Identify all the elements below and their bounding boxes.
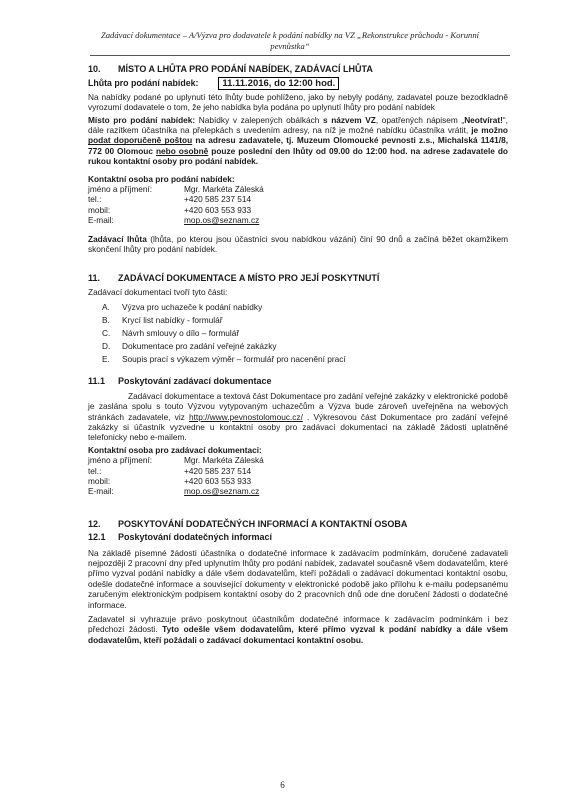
section-11-heading [88, 273, 508, 283]
list-text: Návrh smlouvy o dílo – formulář [122, 327, 240, 338]
section-number: 11. [88, 272, 101, 283]
documentation-intro: Zadávací dokumentaci tvoří tyto části: [88, 286, 228, 297]
section-10-heading [88, 64, 508, 74]
contact-email: mop.os@seznam.cz [184, 486, 260, 497]
documentation-list [102, 301, 508, 365]
place-text-c: , opatřených nápisem „ [375, 114, 465, 125]
place-text-g: podat doporučeně poštou [88, 135, 193, 146]
deadline-row [88, 78, 508, 89]
contact-key: E-mail: [88, 486, 114, 497]
list-item [102, 327, 508, 340]
contact-table [88, 184, 508, 226]
header-rule [90, 55, 510, 56]
list-marker: E. [102, 353, 110, 364]
website-link[interactable]: http://www.pevnostolomouc.cz/ [188, 411, 303, 422]
running-header [60, 30, 520, 52]
contact-value: +420 603 553 933 [184, 475, 252, 486]
list-marker: D. [102, 340, 111, 351]
bid-validity-text: (lhůta, po kterou jsou účastníci svou nabídkou vázáni) činí 90 dnů a začíná běžet okamžikem skončení lhůty pro podání nabídek. [88, 233, 508, 255]
place-text-b: s názvem VZ [323, 114, 376, 125]
contact-key: jméno a příjmení: [88, 184, 153, 195]
section-number: 12. [88, 518, 101, 529]
deadline-value: 11.11.2016, do 12:00 hod. [218, 77, 339, 90]
section-12-heading [88, 519, 508, 529]
place-text-j: pouze poslední den lhůty od 09.00 do 12:00 hod. na adrese zadavatele do rukou kontaktní osoby pro podání nabídek. [88, 145, 509, 167]
contact-value: +420 585 237 514 [184, 465, 252, 476]
subsection-title: Poskytování dodatečných informací [118, 532, 273, 543]
list-text: Dokumentace pro zadání veřejné zakázky [122, 340, 277, 351]
subsection-12-1-heading [88, 532, 508, 542]
document-body [88, 64, 508, 645]
deadline-label: Lhůta pro podání nabídek: [88, 78, 199, 89]
list-text: Výzva pro uchazeče k podání nabídky [122, 302, 263, 313]
provision-paragraph [88, 391, 508, 443]
contact-key: mobil: [88, 475, 111, 486]
contact-table [88, 455, 508, 497]
reservation-text: Zadavatel si vyhrazuje právo poskytnout účastníkům dodatečné informace k zadávacím podmínkám i bez předchozí žádosti. [88, 614, 508, 635]
subsection-number: 11.1 [88, 376, 106, 387]
place-text-a: Nabídky v zalepených obálkách [198, 114, 320, 125]
place-text-d: Neotvírat! [464, 114, 503, 125]
subsection-11-1-heading [88, 376, 508, 386]
place-text-f: je možno [471, 125, 508, 136]
header-line-1: Zadávací dokumentace – A/Výzva pro dodavatele k podání nabídky na VZ „Rekonstrukce průchodu - Korunní [100, 30, 480, 40]
contact-key: mobil: [88, 204, 111, 215]
late-submission-text: Na nabídky podané po uplynutí této lhůty bude pohlíženo, jako by nebyly podány, zadavatel pouze bezodkladně vyrozumí dodavatele o tom, že jeho nabídka byla podána po uplynutí lhůty pro podání nabídek [88, 91, 508, 113]
list-marker: C. [102, 327, 111, 338]
place-label: Místo pro podání nabídek: [88, 114, 196, 125]
additional-info-paragraph: Na základě písemné žádosti účastníka o dodatečné informace k zadávacím podmínkám, doručené zadavateli nejpozději 2 pracovní dny před uplynutím lhůty pro podání nabídek, zadavatel současně všem dodavatelům, které přímo vyzval podání nabídky a dále všem dodavatelům, kteří požádali o zadávací dokumentaci kontaktní osobu, odešle dodatečné informace a související dokumenty v elektronické podobě jako přílohu k e-mailu podepsanému zaručeným elektronickým podpisem kontaktní osoby do 2 pracovních dnů ode dne doručení žádosti o dodatečné informace. [88, 547, 508, 610]
subsection-title: Poskytování zadávací dokumentace [118, 376, 272, 387]
contact-key: jméno a příjmení: [88, 455, 153, 466]
list-item [102, 353, 508, 366]
reservation-text-bold: Tyto odešle všem dodavatelům, které přímo vyzval k podání nabídky a dále všem dodavatelům, kteří požádali o zadávací dokumentaci kontaktní osobu. [88, 624, 509, 645]
list-marker: B. [102, 315, 110, 326]
bid-validity-paragraph [88, 234, 508, 255]
contact-email: mop.os@seznam.cz [184, 215, 260, 226]
contact-block-offers [88, 174, 508, 226]
provision-text-b: . Výkresovou část Dokumentace pro zadání veřejné zakázky si účastník vyzvedne u kontaktní osoby pro zadávací dokumentaci na základě žádosti uplatněné telefonicky nebo e-mailem. [88, 411, 508, 443]
list-marker: A. [102, 302, 110, 313]
page-number: 6 [280, 780, 285, 790]
section-title: ZADÁVACÍ DOKUMENTACE A MÍSTO PRO JEJÍ POSKYTNUTÍ [118, 272, 380, 283]
section-title: MÍSTO A LHŮTA PRO PODÁNÍ NABÍDEK, ZADÁVACÍ LHŮTA [118, 64, 373, 74]
contact-key: tel.: [88, 194, 102, 205]
contact-key: E-mail: [88, 215, 114, 226]
bid-validity-label: Zadávací lhůta [88, 233, 147, 244]
contact-value: Mgr. Markéta Záleská [184, 455, 264, 466]
list-text: Krycí list nabídky - formulář [122, 315, 223, 326]
contact-value: +420 585 237 514 [184, 194, 252, 205]
place-text-i: nebo osobně [155, 145, 209, 156]
list-item [102, 340, 508, 353]
header-line-2: pevnůstka“ [270, 41, 310, 51]
provision-text-a: Zadávací dokumentace a textová část Dokumentace pro zadání veřejné zakázky v elektronické podobě je zaslána spolu s touto Výzvou vytypovaným uchazečům a Výzva bude zároveň uveřejněna na webových stránkách zadavatele, viz [88, 390, 508, 422]
contact-value: +420 603 553 933 [184, 204, 252, 215]
list-item [102, 301, 508, 314]
place-paragraph [88, 115, 508, 167]
contact-title: Kontaktní osoba pro zadávací dokumentaci: [88, 444, 262, 455]
section-title: POSKYTOVÁNÍ DODATEČNÝCH INFORMACÍ A KONTAKTNÍ OSOBA [118, 518, 408, 529]
place-text-h: na adresu zadavatele, tj. Muzeum Olomoucké pevnosti z.s., Michalská 1141/8, 772 00 Olomouc [88, 135, 509, 156]
section-number: 10. [88, 64, 101, 74]
reservation-paragraph [88, 614, 508, 645]
contact-key: tel.: [88, 465, 102, 476]
list-item [102, 314, 508, 327]
contact-title: Kontaktní osoba pro podání nabídek: [88, 173, 235, 184]
contact-block-docs [88, 445, 508, 497]
place-text-e: “, dále razítkem účastníka na přelepkách s uvedením adresy, na níž je možné nabídku účastníka vrátit, [88, 114, 508, 136]
contact-value: Mgr. Markéta Záleská [184, 184, 264, 195]
list-text: Soupis prací s výkazem výměr – formulář pro nacenění prací [122, 353, 346, 364]
subsection-number: 12.1 [88, 532, 106, 543]
